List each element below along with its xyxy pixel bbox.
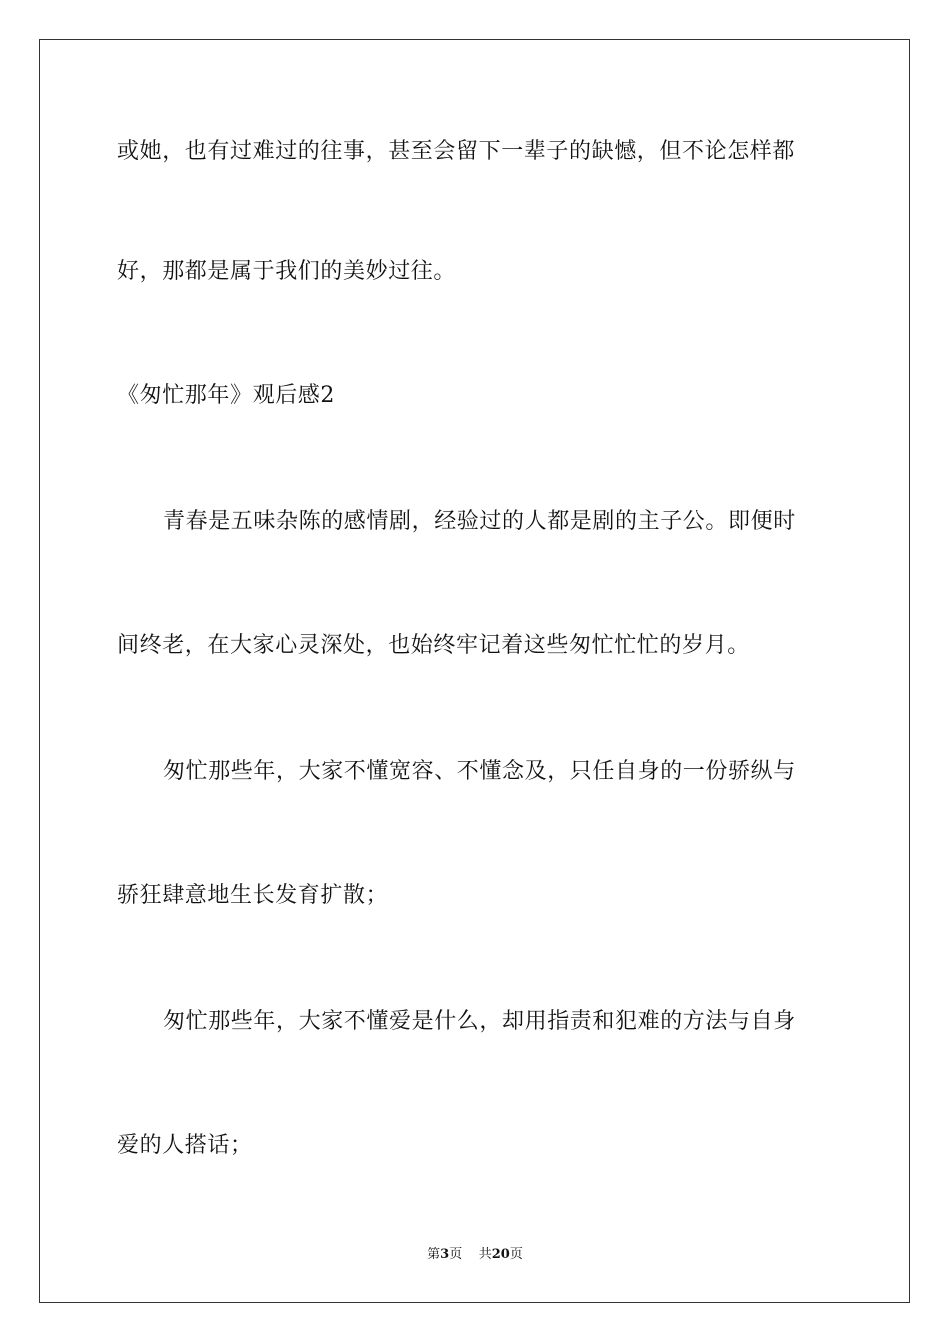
text-line-8: 爱的人搭话； [117,1133,253,1158]
text-line-5: 匆忙那些年，大家不懂宽容、不懂念及，只任自身的一份骄纵与 [163,759,796,784]
page-border [39,39,910,1303]
page-prefix: 第 [427,1247,441,1262]
page-footer [0,1246,950,1264]
total-suffix: 页 [509,1247,523,1262]
page-number: 3 [440,1247,450,1262]
text-line-4: 间终老，在大家心灵深处，也始终牢记着这些匆忙忙忙的岁月。 [117,633,750,658]
text-line-7: 匆忙那些年，大家不懂爱是什么，却用指责和犯难的方法与自身 [163,1009,796,1034]
text-line-2: 好，那都是属于我们的美妙过往。 [117,259,457,284]
total-prefix: 共 [478,1247,492,1262]
text-line-1: 或她，也有过难过的往事，甚至会留下一辈子的缺憾，但不论怎样都 [117,139,796,164]
section-heading: 《匆忙那年》观后感2 [117,383,335,408]
text-line-6: 骄狂肆意地生长发育扩散； [117,883,389,908]
page-suffix: 页 [449,1247,463,1262]
total-pages: 20 [491,1247,510,1262]
text-line-3: 青春是五味杂陈的感情剧，经验过的人都是剧的主子公。即便时 [163,509,796,534]
